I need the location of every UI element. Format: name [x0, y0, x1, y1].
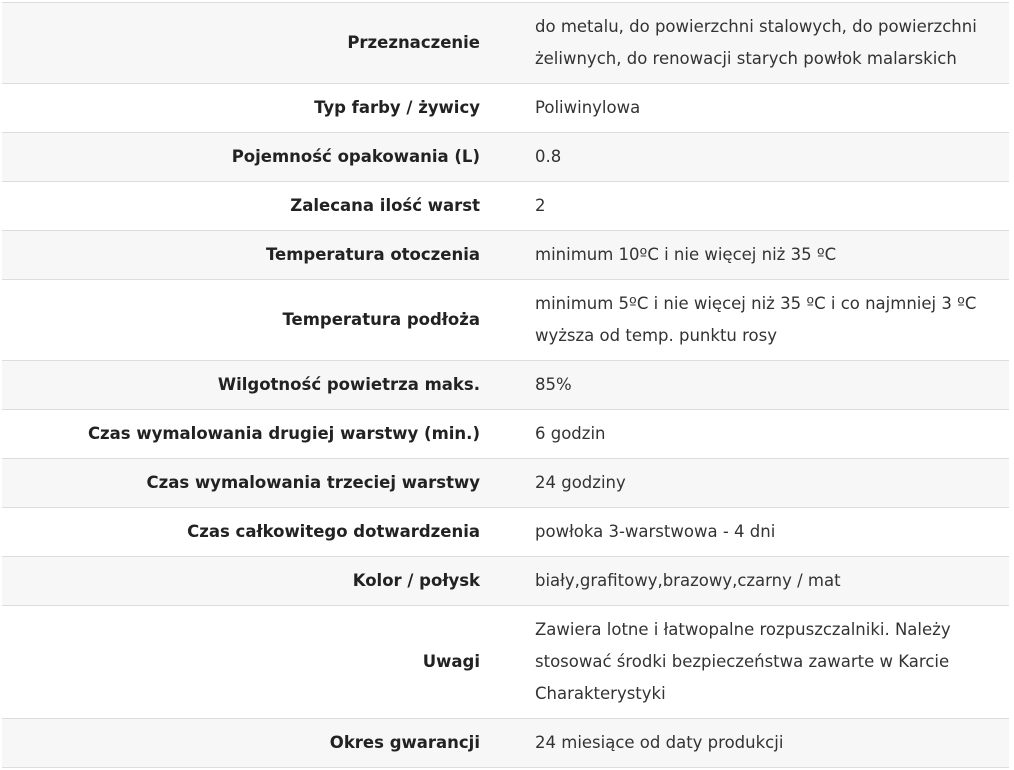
spec-row-temperatura-otoczenia — [2, 231, 1009, 280]
spec-row-temperatura-podloza — [2, 280, 1009, 361]
spec-value: powłoka 3-warstwowa - 4 dni — [535, 522, 776, 541]
spec-row-trzecia-warstwa — [2, 459, 1009, 508]
spec-value: minimum 10ºC i nie więcej niż 35 ºC — [535, 245, 837, 264]
spec-row-przeznaczenie — [2, 3, 1009, 84]
spec-value: Zawiera lotne i łatwopalne rozpuszczalniki. Należy stosować środki bezpieczeństwa zawarte w Karcie Charakterystyki — [535, 620, 951, 703]
spec-value: 85% — [535, 375, 572, 394]
spec-label: Czas wymalowania trzeciej warstwy — [146, 473, 480, 492]
spec-row-kolor — [2, 557, 1009, 606]
spec-value: biały,grafitowy,brazowy,czarny / mat — [535, 571, 841, 590]
spec-row-wilgotnosc — [2, 361, 1009, 410]
spec-label: Czas całkowitego dotwardzenia — [187, 522, 480, 541]
spec-row-uwagi — [2, 606, 1009, 719]
spec-value: 24 miesiące od daty produkcji — [535, 733, 784, 752]
spec-value: minimum 5ºC i nie więcej niż 35 ºC i co najmniej 3 ºC wyższa od temp. punktu rosy — [535, 294, 977, 345]
spec-value: 2 — [535, 196, 546, 215]
spec-value: 24 godziny — [535, 473, 626, 492]
spec-row-typ-farby — [2, 84, 1009, 133]
spec-label: Typ farby / żywicy — [314, 98, 480, 117]
spec-value: 6 godzin — [535, 424, 606, 443]
spec-value: 0.8 — [535, 147, 562, 166]
spec-label: Zalecana ilość warst — [290, 196, 480, 215]
spec-label: Temperatura podłoża — [282, 310, 480, 329]
spec-value: Poliwinylowa — [535, 98, 641, 117]
spec-label: Wilgotność powietrza maks. — [217, 375, 480, 394]
spec-row-druga-warstwa — [2, 410, 1009, 459]
spec-label: Uwagi — [422, 652, 480, 671]
spec-row-dotwardzenie — [2, 508, 1009, 557]
spec-row-gwarancja — [2, 719, 1009, 768]
spec-label: Kolor / połysk — [352, 571, 480, 590]
spec-label: Temperatura otoczenia — [265, 245, 480, 264]
spec-row-pojemnosc — [2, 133, 1009, 182]
spec-label: Okres gwarancji — [329, 733, 480, 752]
spec-label: Przeznaczenie — [347, 33, 480, 52]
spec-row-ilosc-warstw — [2, 182, 1009, 231]
spec-label: Czas wymalowania drugiej warstwy (min.) — [87, 424, 480, 443]
spec-value: do metalu, do powierzchni stalowych, do powierzchni żeliwnych, do renowacji starych powłok malarskich — [535, 17, 977, 68]
product-spec-table — [2, 2, 1009, 768]
spec-label: Pojemność opakowania (L) — [231, 147, 480, 166]
